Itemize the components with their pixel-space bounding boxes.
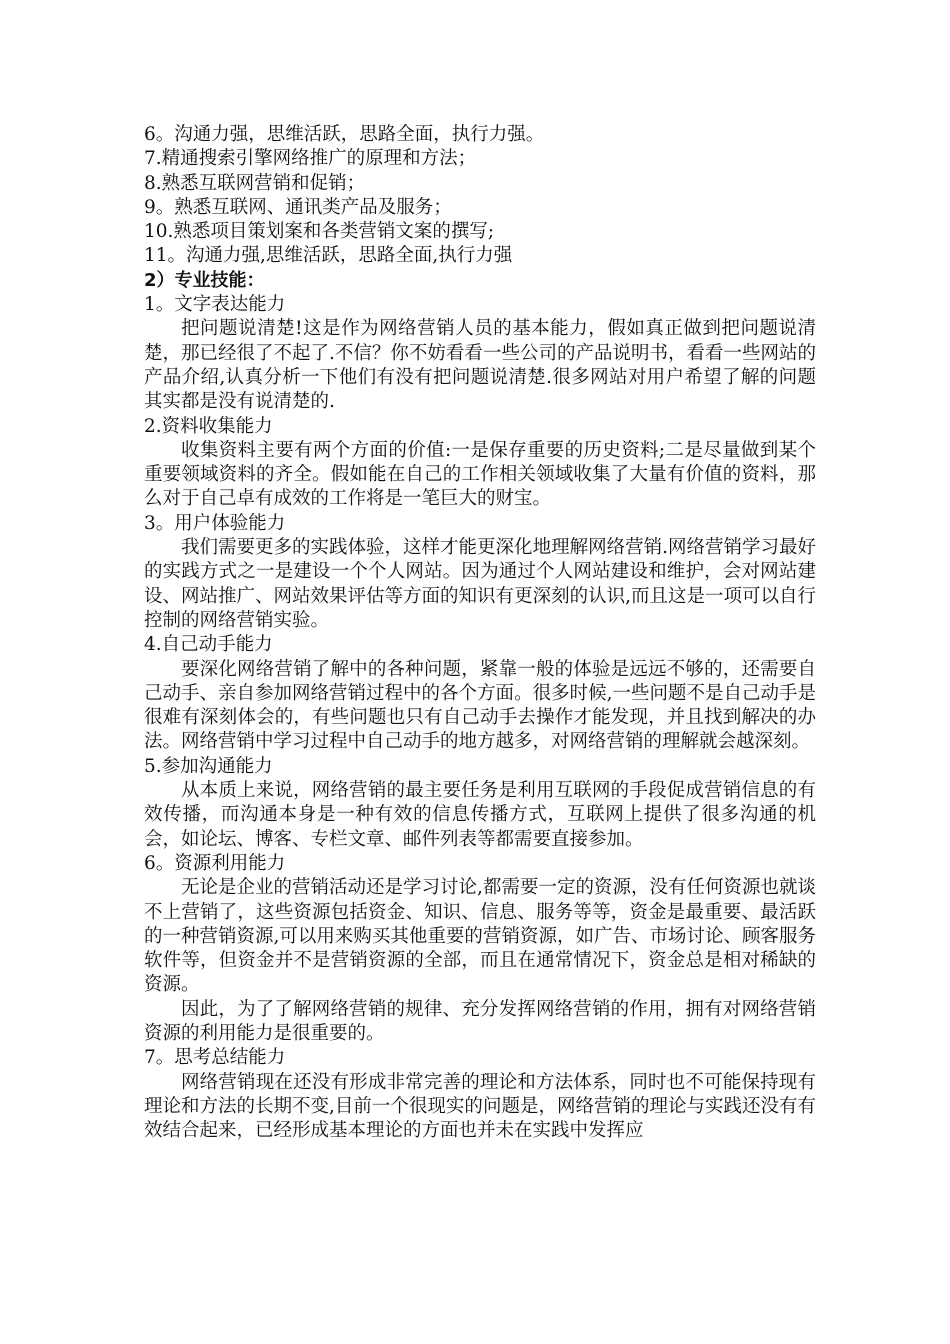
skill-title-6: 6。资源利用能力 — [144, 852, 286, 874]
skill-title-3: 3。用户体验能力 — [144, 512, 286, 534]
skill-title-4: 4.自己动手能力 — [144, 634, 273, 656]
document-page — [144, 123, 816, 1143]
skill-title-7: 7。思考总结能力 — [144, 1047, 286, 1069]
skill-paragraph-7: 网络营销现在还没有形成非常完善的理论和方法体系，同时也不可能保持现有理论和方法的长期不变,目前一个很现实的问题是，网络营销的理论与实践还没有有效结合起来，已经形成基本理论的方面也并未在实践中发挥应 — [144, 1071, 816, 1142]
list-item-9: 9。熟悉互联网、通讯类产品及服务； — [144, 196, 452, 218]
list-item-6: 6。沟通力强，思维活跃，思路全面，执行力强。 — [144, 124, 545, 145]
skill-paragraph-6b: 因此，为了了解网络营销的规律、充分发挥网络营销的作用，拥有对网络营销资源的利用能力是很重要的。 — [144, 998, 816, 1044]
section-heading: 2）专业技能： — [144, 269, 265, 291]
skill-paragraph-4: 要深化网络营销了解中的各种问题，紧靠一般的体验是远远不够的，还需要自己动手、亲自参加网络营销过程中的各个方面。很多时候,一些问题不是自己动手是很难有深刻体会的，有些问题也只有自己动手去操作才能发现，并且找到解决的办法。网络营销中学习过程中自己动手的地方越多，对网络营销的理解就会越深刻。 — [144, 658, 816, 753]
skill-paragraph-5: 从本质上来说，网络营销的最主要任务是利用互联网的手段促成营销信息的有效传播，而沟通本身是一种有效的信息传播方式，互联网上提供了很多沟通的机会，如论坛、博客、专栏文章、邮件列表等都需要直接参加。 — [144, 780, 816, 850]
list-item-11: 11。沟通力强,思维活跃，思路全面,执行力强 — [144, 245, 513, 267]
skill-paragraph-3: 我们需要更多的实践体验，这样才能更深化地理解网络营销.网络营销学习最好的实践方式之一是建设一个个人网站。因为通过个人网站建设和维护，会对网站建设、网站推广、网站效果评估等方面的知识有更深刻的认识,而且这是一项可以自行控制的网络营销实验。 — [144, 537, 816, 631]
list-item-10: 10.熟悉项目策划案和各类营销文案的撰写; — [144, 221, 495, 243]
skill-title-5: 5.参加沟通能力 — [144, 755, 273, 777]
skill-paragraph-1: 把问题说清楚!这是作为网络营销人员的基本能力，假如真正做到把问题说清楚，那已经很了不起了.不信？你不妨看看一些公司的产品说明书，看看一些网站的产品介绍,认真分析一下他们有没有把问题说清楚.很多网站对用户希望了解的问题其实都是没有说清楚的. — [144, 318, 816, 413]
list-item-8: 8.熟悉互联网营销和促销； — [144, 172, 366, 194]
list-item-7: 7.精通搜索引擎网络推广的原理和方法； — [144, 148, 477, 170]
skill-paragraph-6a: 无论是企业的营销活动还是学习讨论,都需要一定的资源，没有任何资源也就谈不上营销了，这些资源包括资金、知识、信息、服务等等，资金是最重要、最活跃的一种营销资源,可以用来购买其他重要的营销资源，如广告、市场讨论、顾客服务软件等，但资金并不是营销资源的全部，而且在通常情况下，资金总是相对稀缺的资源。 — [144, 877, 816, 996]
skill-paragraph-2: 收集资料主要有两个方面的价值:一是保存重要的历史资料;二是尽量做到某个重要领域资料的齐全。假如能在自己的工作相关领域收集了大量有价值的资料，那么对于自己卓有成效的工作将是一笔巨大的财宝。 — [144, 439, 816, 510]
skill-title-2: 2.资料收集能力 — [144, 415, 273, 437]
skill-title-1: 1。文字表达能力 — [144, 294, 286, 316]
